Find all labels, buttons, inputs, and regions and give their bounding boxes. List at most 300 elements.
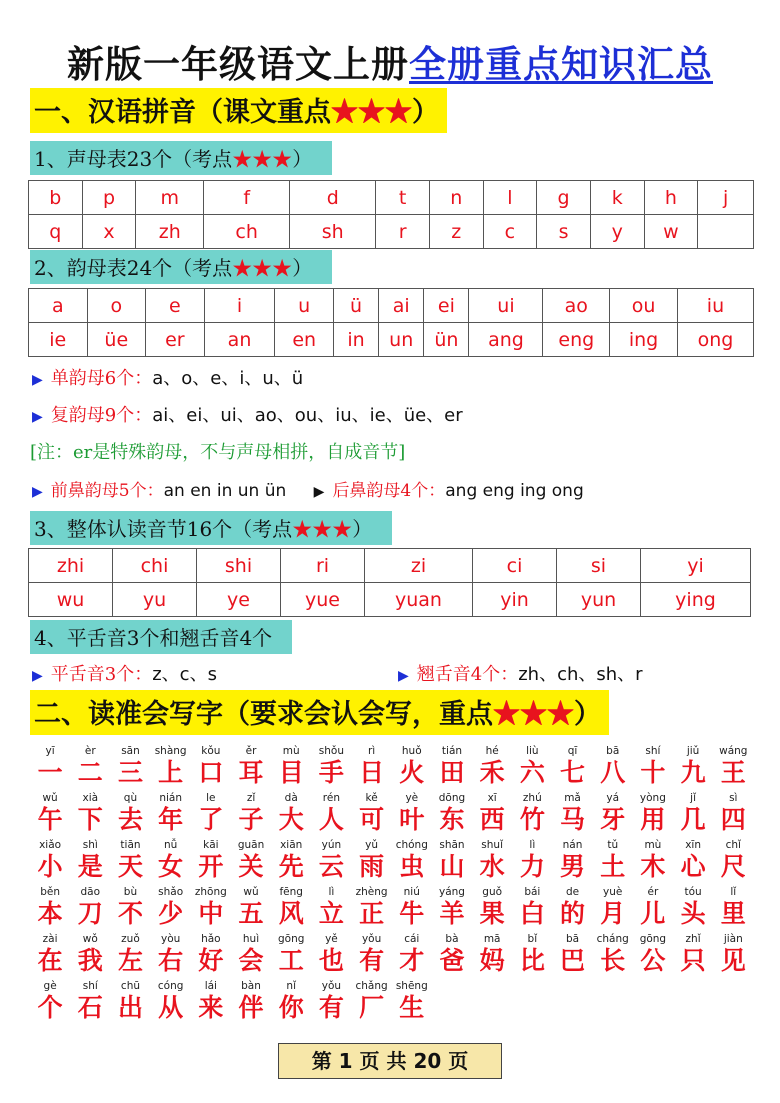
character-hanzi: 先 <box>278 852 304 881</box>
pinyin-cell: e <box>146 289 205 323</box>
character-pinyin: bù <box>123 886 138 898</box>
pinyin-cell: ou <box>610 289 678 323</box>
character-pinyin: wáng <box>719 745 748 757</box>
pinyin-cell: wu <box>29 583 113 617</box>
character-pinyin: nán <box>562 839 583 851</box>
pinyin-cell: g <box>537 181 591 215</box>
character-pinyin: yá <box>606 792 620 804</box>
star-rating: ★★★ <box>493 699 574 730</box>
character-cell <box>432 744 472 791</box>
character-hanzi: 五 <box>238 899 264 928</box>
triangle-bullet-icon: ▶ <box>32 668 43 684</box>
character-hanzi: 田 <box>439 758 465 787</box>
character-cell <box>110 979 150 1026</box>
character-pinyin: ěr <box>245 745 257 757</box>
character-cell <box>593 838 633 885</box>
character-pinyin: bā <box>565 933 580 945</box>
character-pinyin: wǒ <box>82 933 98 945</box>
fu-yunmu-line <box>32 401 463 427</box>
character-hanzi: 里 <box>720 899 746 928</box>
character-hanzi: 巴 <box>560 946 586 975</box>
subsection-1-close: ） <box>292 147 313 171</box>
qiao-she-value: zh、ch、sh、r <box>518 664 643 685</box>
pinyin-cell: zhi <box>29 549 113 583</box>
character-hanzi: 上 <box>158 758 184 787</box>
character-cell <box>70 791 110 838</box>
character-cell <box>633 791 673 838</box>
character-pinyin: lái <box>204 980 217 992</box>
pinyin-cell: yuan <box>365 583 473 617</box>
character-cell <box>432 838 472 885</box>
character-pinyin: shān <box>439 839 465 851</box>
pinyin-cell: yi <box>641 549 751 583</box>
pinyin-cell: eng <box>543 323 610 357</box>
character-hanzi: 六 <box>519 758 545 787</box>
character-hanzi: 从 <box>158 993 184 1022</box>
star-rating: ★★★ <box>331 97 412 128</box>
pinyin-cell: chi <box>113 549 197 583</box>
pinyin-cell: zh <box>136 215 204 249</box>
character-hanzi: 雨 <box>359 852 385 881</box>
character-hanzi: 四 <box>720 805 746 834</box>
character-cell <box>713 838 753 885</box>
pinyin-cell: y <box>590 215 644 249</box>
character-cell <box>231 979 271 1026</box>
pinyin-cell: ei <box>424 289 469 323</box>
character-row <box>30 838 755 885</box>
triangle-bullet-icon: ▶ <box>32 372 43 388</box>
bi-yunmu-line <box>32 476 584 501</box>
section-1-heading <box>30 88 447 133</box>
character-cell <box>512 885 552 932</box>
character-cell <box>191 932 231 979</box>
character-hanzi: 公 <box>640 946 666 975</box>
character-pinyin: xīn <box>685 839 701 851</box>
character-hanzi: 刀 <box>77 899 103 928</box>
character-hanzi: 的 <box>560 899 586 928</box>
character-pinyin: zài <box>42 933 58 945</box>
pinyin-cell: yun <box>557 583 641 617</box>
section-2-close: ） <box>574 699 601 730</box>
section-1-close: ） <box>412 97 439 128</box>
subsection-2-heading <box>30 250 332 284</box>
qian-bi-value: an en in un ün <box>163 481 287 501</box>
pinyin-cell: s <box>537 215 591 249</box>
character-pinyin: zhǐ <box>685 933 701 945</box>
character-pinyin: nǐ <box>286 980 296 992</box>
pinyin-cell: ing <box>610 323 678 357</box>
character-cell <box>593 885 633 932</box>
character-hanzi: 也 <box>318 946 344 975</box>
character-hanzi: 火 <box>399 758 425 787</box>
character-pinyin: qù <box>123 792 138 804</box>
pinyin-cell: shi <box>197 549 281 583</box>
character-row <box>30 885 755 932</box>
character-hanzi: 我 <box>77 946 103 975</box>
character-hanzi: 长 <box>600 946 626 975</box>
pinyin-cell: p <box>82 181 136 215</box>
character-cell <box>552 885 592 932</box>
character-pinyin: yè <box>405 792 419 804</box>
character-pinyin: cóng <box>157 980 184 992</box>
character-cell <box>512 838 552 885</box>
character-pinyin: tóu <box>684 886 702 898</box>
pinyin-cell: z <box>429 215 483 249</box>
character-hanzi: 三 <box>117 758 143 787</box>
character-cell <box>151 932 191 979</box>
qiao-she-line <box>398 660 643 686</box>
character-cell <box>673 838 713 885</box>
triangle-bullet-icon: ▶ <box>32 409 43 425</box>
character-cell <box>673 932 713 979</box>
dan-yunmu-label: 单韵母6个： <box>50 368 153 389</box>
dan-yunmu-value: a、o、e、i、u、ü <box>152 368 304 389</box>
character-cell <box>151 838 191 885</box>
character-hanzi: 午 <box>37 805 63 834</box>
character-pinyin: xià <box>82 792 99 804</box>
character-pinyin: sì <box>729 792 738 804</box>
character-cell <box>70 979 110 1026</box>
character-hanzi: 厂 <box>359 993 385 1022</box>
character-cell <box>151 979 191 1026</box>
character-hanzi: 立 <box>318 899 344 928</box>
character-cell <box>552 744 592 791</box>
character-pinyin: hé <box>485 745 499 757</box>
character-hanzi: 可 <box>359 805 385 834</box>
pinyin-cell <box>698 215 754 249</box>
pinyin-cell: x <box>82 215 136 249</box>
character-pinyin: gōng <box>278 933 305 945</box>
character-pinyin: niú <box>403 886 420 898</box>
character-hanzi: 年 <box>158 805 184 834</box>
character-cell <box>552 791 592 838</box>
character-cell <box>311 744 351 791</box>
qian-bi-label: 前鼻韵母5个： <box>50 481 164 501</box>
character-pinyin: kāi <box>203 839 219 851</box>
character-cell <box>30 979 70 1026</box>
character-hanzi: 七 <box>560 758 586 787</box>
pinyin-cell: üe <box>87 323 146 357</box>
character-cell <box>191 791 231 838</box>
character-hanzi: 云 <box>318 852 344 881</box>
character-pinyin: chǐ <box>725 839 741 851</box>
pinyin-cell: ci <box>473 549 557 583</box>
character-hanzi: 石 <box>77 993 103 1022</box>
character-cell <box>352 838 392 885</box>
character-cell <box>110 885 150 932</box>
character-hanzi: 马 <box>560 805 586 834</box>
character-pinyin: jiǔ <box>686 745 700 757</box>
character-cell <box>673 744 713 791</box>
character-pinyin: mǎ <box>564 792 581 804</box>
character-pinyin: lǐ <box>730 886 737 898</box>
character-cell <box>110 744 150 791</box>
character-hanzi: 关 <box>238 852 264 881</box>
pinyin-cell: r <box>376 215 430 249</box>
character-cell <box>633 932 673 979</box>
subsection-2-close: ） <box>292 256 313 280</box>
character-cell <box>30 791 70 838</box>
character-row <box>30 791 755 838</box>
character-hanzi: 下 <box>77 805 103 834</box>
character-hanzi: 不 <box>117 899 143 928</box>
character-pinyin: nǚ <box>164 839 178 851</box>
character-hanzi: 竹 <box>519 805 545 834</box>
character-pinyin: chǎng <box>355 980 388 992</box>
qiao-she-label: 翘舌音4个： <box>416 664 519 685</box>
character-pinyin: tiān <box>120 839 141 851</box>
character-pinyin: nián <box>159 792 182 804</box>
subsection-3-title: 3、整体认读音节16个（考点 <box>34 517 293 541</box>
pinyin-cell: k <box>590 181 644 215</box>
character-cell <box>110 838 150 885</box>
character-pinyin: yuè <box>603 886 623 898</box>
pinyin-cell: l <box>483 181 537 215</box>
pinyin-cell: an <box>204 323 275 357</box>
pinyin-cell: q <box>29 215 83 249</box>
character-pinyin: qī <box>567 745 578 757</box>
character-pinyin: bā <box>606 745 620 757</box>
character-pinyin: xī <box>487 792 497 804</box>
character-pinyin: chóng <box>395 839 428 851</box>
character-cell <box>271 979 311 1026</box>
character-cell <box>673 885 713 932</box>
subsection-3-close: ） <box>352 517 373 541</box>
pinyin-cell: n <box>429 181 483 215</box>
character-cell <box>271 791 311 838</box>
character-cell <box>552 932 592 979</box>
character-pinyin: mù <box>644 839 662 851</box>
character-hanzi: 爸 <box>439 946 465 975</box>
character-hanzi: 牛 <box>399 899 425 928</box>
ping-she-value: z、c、s <box>152 664 217 685</box>
character-hanzi: 儿 <box>640 899 666 928</box>
character-pinyin: yě <box>325 933 338 945</box>
pinyin-cell: c <box>483 215 537 249</box>
character-hanzi: 土 <box>600 852 626 881</box>
character-hanzi: 天 <box>117 852 143 881</box>
subsection-3-heading <box>30 511 392 545</box>
character-hanzi: 禾 <box>479 758 505 787</box>
character-cell <box>512 791 552 838</box>
character-pinyin: zhèng <box>355 886 388 898</box>
subsection-1-title: 1、声母表23个（考点 <box>34 147 233 171</box>
pinyin-cell: ri <box>281 549 365 583</box>
character-cell <box>512 932 552 979</box>
star-rating: ★★★ <box>232 147 293 171</box>
character-hanzi: 西 <box>479 805 505 834</box>
pinyin-cell: ye <box>197 583 281 617</box>
shengmu-table <box>28 180 754 249</box>
character-hanzi: 几 <box>680 805 706 834</box>
hou-bi-label: 后鼻韵母4个： <box>332 481 446 501</box>
character-pinyin: yáng <box>438 886 465 898</box>
character-pinyin: yǒu <box>321 980 342 992</box>
character-pinyin: shǒu <box>318 745 345 757</box>
character-cell <box>392 838 432 885</box>
pinyin-cell: o <box>87 289 146 323</box>
character-pinyin: lì <box>529 839 536 851</box>
character-pinyin: gè <box>43 980 57 992</box>
character-hanzi: 生 <box>399 993 425 1022</box>
character-cell <box>392 932 432 979</box>
character-cell <box>352 791 392 838</box>
pinyin-cell: zi <box>365 549 473 583</box>
character-pinyin: yī <box>45 745 55 757</box>
pinyin-cell: ying <box>641 583 751 617</box>
character-hanzi: 用 <box>640 805 666 834</box>
character-cell <box>352 885 392 932</box>
pinyin-cell: d <box>290 181 376 215</box>
character-hanzi: 小 <box>37 852 63 881</box>
character-hanzi: 本 <box>37 899 63 928</box>
character-cell <box>30 838 70 885</box>
character-hanzi: 力 <box>519 852 545 881</box>
pinyin-cell: si <box>557 549 641 583</box>
character-cell <box>472 744 512 791</box>
star-rating: ★★★ <box>232 256 293 280</box>
character-cell <box>311 885 351 932</box>
character-cell <box>593 791 633 838</box>
character-hanzi: 羊 <box>439 899 465 928</box>
character-pinyin: shǎo <box>158 886 184 898</box>
pinyin-cell: i <box>204 289 275 323</box>
character-pinyin: le <box>206 792 216 804</box>
character-pinyin: zhú <box>522 792 542 804</box>
character-pinyin: yǔ <box>365 839 379 851</box>
character-hanzi: 风 <box>278 899 304 928</box>
character-pinyin: fēng <box>279 886 303 898</box>
character-pinyin: yǒu <box>361 933 382 945</box>
character-pinyin: huǒ <box>401 745 422 757</box>
pinyin-cell: er <box>146 323 205 357</box>
character-cell <box>713 791 753 838</box>
character-cell <box>673 791 713 838</box>
character-hanzi: 比 <box>519 946 545 975</box>
er-note: [注：er是特殊韵母，不与声母相拼，自成音节] <box>30 442 406 463</box>
character-cell <box>151 744 191 791</box>
character-hanzi: 女 <box>158 852 184 881</box>
table-row <box>29 181 754 215</box>
character-cell <box>552 838 592 885</box>
character-pinyin: chū <box>120 980 141 992</box>
character-hanzi: 左 <box>117 946 143 975</box>
character-pinyin: gōng <box>639 933 667 945</box>
character-pinyin: mù <box>282 745 300 757</box>
character-pinyin: zuǒ <box>121 933 140 945</box>
section-1-title: 一、汉语拼音（课文重点 <box>34 97 331 128</box>
character-row <box>30 744 755 791</box>
character-pinyin: zǐ <box>246 792 256 804</box>
character-hanzi: 头 <box>680 899 706 928</box>
character-cell <box>392 979 432 1026</box>
pinyin-cell: ang <box>469 323 543 357</box>
title-highlight: 全册重点知识汇总 <box>409 42 713 86</box>
character-pinyin: liù <box>526 745 539 757</box>
yunmu-table <box>28 288 754 357</box>
character-pinyin: yún <box>321 839 342 851</box>
character-cell <box>231 885 271 932</box>
pinyin-cell: f <box>204 181 290 215</box>
character-cell <box>231 932 271 979</box>
character-pinyin: yòng <box>639 792 666 804</box>
character-hanzi: 了 <box>198 805 224 834</box>
character-pinyin: jiàn <box>723 933 743 945</box>
character-cell <box>392 885 432 932</box>
character-cell <box>392 791 432 838</box>
pinyin-cell: yin <box>473 583 557 617</box>
character-hanzi: 来 <box>198 993 224 1022</box>
character-hanzi: 好 <box>198 946 224 975</box>
character-cell <box>352 932 392 979</box>
character-hanzi: 会 <box>238 946 264 975</box>
character-cell <box>30 932 70 979</box>
pinyin-cell: w <box>644 215 698 249</box>
title-main: 新版一年级语文上册 <box>67 42 409 86</box>
pinyin-cell: b <box>29 181 83 215</box>
character-hanzi: 一 <box>37 758 63 787</box>
character-pinyin: shēng <box>395 980 428 992</box>
character-pinyin: kě <box>365 792 378 804</box>
section-2-heading <box>30 690 609 735</box>
character-pinyin: bàn <box>241 980 261 992</box>
character-pinyin: shuǐ <box>481 839 503 851</box>
character-cell <box>472 932 512 979</box>
character-hanzi: 是 <box>77 852 103 881</box>
character-cell <box>271 885 311 932</box>
character-hanzi: 白 <box>519 899 545 928</box>
character-hanzi: 王 <box>720 758 746 787</box>
character-pinyin: yòu <box>161 933 181 945</box>
character-hanzi: 二 <box>77 758 103 787</box>
character-pinyin: huì <box>242 933 260 945</box>
pinyin-cell: ch <box>204 215 290 249</box>
character-cell <box>311 838 351 885</box>
character-pinyin: guǒ <box>482 886 503 898</box>
character-hanzi: 耳 <box>238 758 264 787</box>
pinyin-cell: m <box>136 181 204 215</box>
character-hanzi: 在 <box>37 946 63 975</box>
pinyin-cell: ie <box>29 323 88 357</box>
character-hanzi: 心 <box>680 852 706 881</box>
character-pinyin: guān <box>237 839 265 851</box>
pinyin-cell: j <box>698 181 754 215</box>
character-pinyin: xiǎo <box>39 839 62 851</box>
character-hanzi: 有 <box>318 993 344 1022</box>
character-pinyin: běn <box>40 886 60 898</box>
character-hanzi: 正 <box>359 899 385 928</box>
pinyin-cell: un <box>379 323 424 357</box>
character-pinyin: rén <box>322 792 340 804</box>
character-cell <box>271 744 311 791</box>
character-pinyin: jǐ <box>690 792 697 804</box>
ping-she-label: 平舌音3个： <box>50 664 153 685</box>
character-cell <box>311 932 351 979</box>
character-hanzi: 九 <box>680 758 706 787</box>
character-hanzi: 日 <box>359 758 385 787</box>
pinyin-cell: t <box>376 181 430 215</box>
character-hanzi: 牙 <box>600 805 626 834</box>
triangle-bullet-icon: ▶ <box>398 668 409 684</box>
character-hanzi: 叶 <box>399 805 425 834</box>
pinyin-cell: ong <box>677 323 753 357</box>
character-hanzi: 开 <box>198 852 224 881</box>
fu-yunmu-value: ai、ei、ui、ao、ou、iu、ie、üe、er <box>152 405 463 426</box>
character-hanzi: 人 <box>318 805 344 834</box>
character-pinyin: cái <box>404 933 420 945</box>
pinyin-cell: sh <box>290 215 376 249</box>
character-cell <box>713 932 753 979</box>
